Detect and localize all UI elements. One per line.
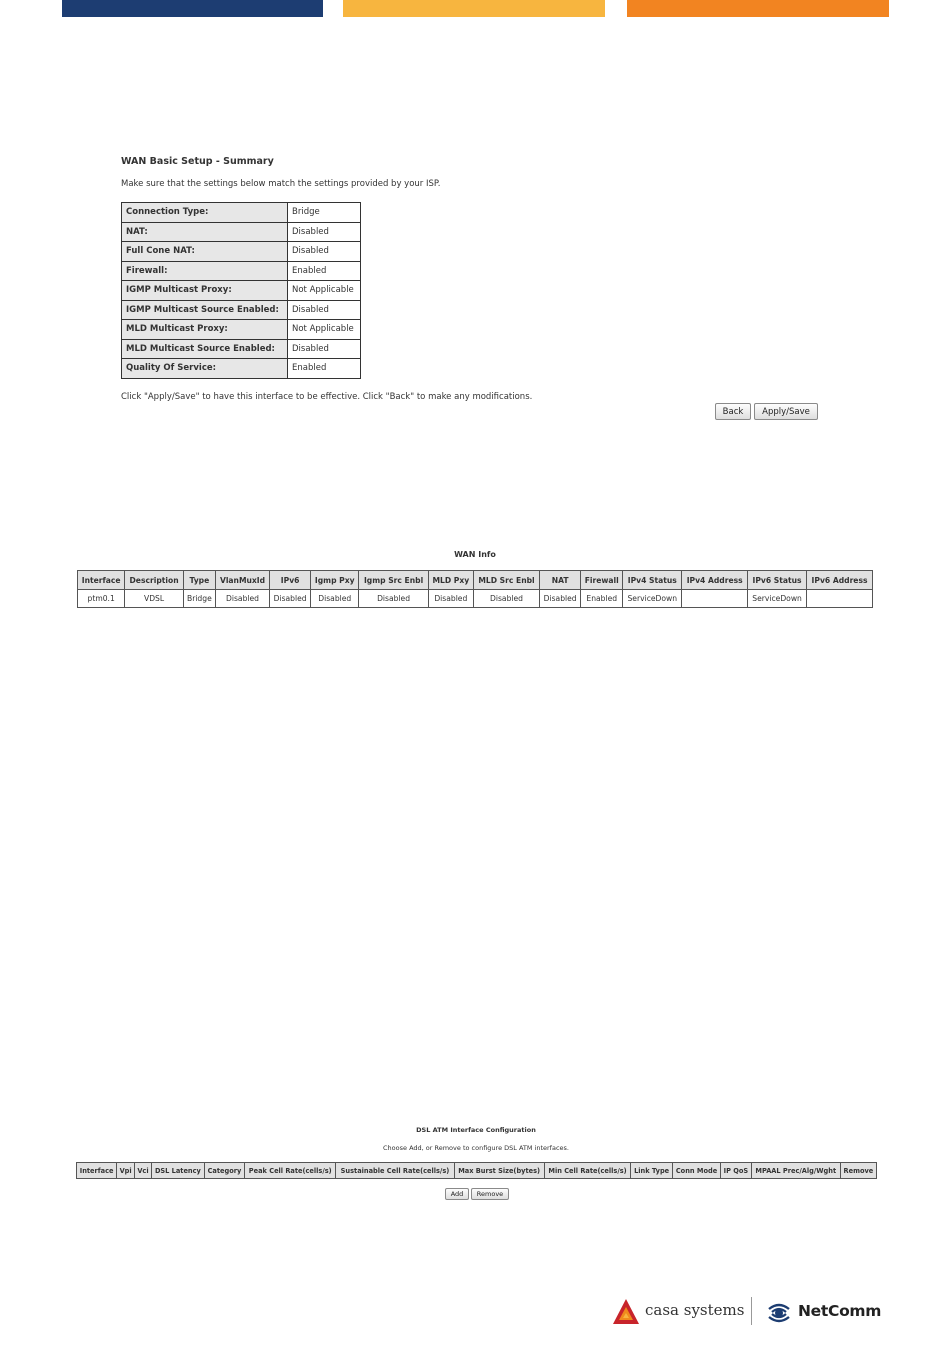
add-button[interactable]: Add — [445, 1188, 469, 1200]
wan-table-cell: Disabled — [215, 590, 269, 608]
wan-column-header: Description — [125, 571, 183, 590]
dsl-column-header: DSL Latency — [151, 1163, 204, 1179]
summary-label: IGMP Multicast Proxy: — [122, 281, 288, 301]
dsl-column-header: Interface — [77, 1163, 117, 1179]
dsl-column-header: Category — [204, 1163, 244, 1179]
summary-row — [122, 339, 361, 359]
wan-column-header: Igmp Src Enbl — [359, 571, 428, 590]
dsl-column-header: Vci — [135, 1163, 152, 1179]
header-band-yellow — [343, 0, 605, 17]
summary-label: NAT: — [122, 222, 288, 242]
summary-value: Enabled — [288, 261, 361, 281]
summary-value: Disabled — [288, 339, 361, 359]
wan-table-row — [78, 590, 873, 608]
remove-button[interactable]: Remove — [471, 1188, 509, 1200]
summary-row — [122, 222, 361, 242]
wan-column-header: NAT — [540, 571, 581, 590]
wan-column-header: Igmp Pxy — [311, 571, 359, 590]
netcomm-logo-icon — [764, 1299, 794, 1327]
summary-row — [122, 242, 361, 262]
wan-table-cell: Disabled — [311, 590, 359, 608]
wan-column-header: IPv4 Status — [623, 571, 682, 590]
logo-divider — [751, 1297, 752, 1325]
wan-table-cell — [682, 590, 748, 608]
wan-table-cell: ptm0.1 — [78, 590, 125, 608]
wan-info-title: WAN Info — [454, 550, 496, 559]
summary-label: Full Cone NAT: — [122, 242, 288, 262]
summary-value: Not Applicable — [288, 320, 361, 340]
wan-column-header: IPv6 Status — [748, 571, 807, 590]
dsl-column-header: Conn Mode — [672, 1163, 720, 1179]
summary-row — [122, 320, 361, 340]
dsl-column-header: MPAAL Prec/Alg/Wght — [751, 1163, 840, 1179]
summary-note: Make sure that the settings below match the settings provided by your ISP. — [121, 179, 441, 189]
wan-column-header: VlanMuxId — [215, 571, 269, 590]
wan-table-cell: Disabled — [540, 590, 581, 608]
dsl-atm-note: Choose Add, or Remove to configure DSL ATM interfaces. — [383, 1144, 569, 1152]
summary-label: MLD Multicast Source Enabled: — [122, 339, 288, 359]
dsl-column-header: Remove — [840, 1163, 876, 1179]
dsl-column-header: Max Burst Size(bytes) — [454, 1163, 544, 1179]
summary-value: Bridge — [288, 203, 361, 223]
dsl-column-header: Vpi — [117, 1163, 135, 1179]
summary-table — [121, 202, 361, 379]
apply-note: Click "Apply/Save" to have this interface to be effective. Click "Back" to make any modifications. — [121, 392, 533, 402]
wan-column-header: IPv6 — [270, 571, 311, 590]
casa-systems-logo-text: casa systems — [645, 1301, 745, 1319]
wan-info-table — [77, 570, 873, 608]
dsl-column-header: Peak Cell Rate(cells/s) — [245, 1163, 336, 1179]
summary-label: Quality Of Service: — [122, 359, 288, 379]
dsl-column-header: Sustainable Cell Rate(cells/s) — [336, 1163, 454, 1179]
wan-column-header: IPv6 Address — [807, 571, 873, 590]
wan-table-cell: Disabled — [473, 590, 539, 608]
dsl-column-header: Min Cell Rate(cells/s) — [544, 1163, 631, 1179]
summary-value: Disabled — [288, 242, 361, 262]
summary-row — [122, 203, 361, 223]
summary-row — [122, 281, 361, 301]
dsl-atm-table — [76, 1162, 877, 1179]
dsl-column-header: Link Type — [631, 1163, 673, 1179]
summary-label: IGMP Multicast Source Enabled: — [122, 300, 288, 320]
apply-save-button[interactable]: Apply/Save — [754, 403, 818, 420]
summary-row — [122, 300, 361, 320]
wan-column-header: IPv4 Address — [682, 571, 748, 590]
wan-table-cell — [807, 590, 873, 608]
wan-table-cell: Enabled — [581, 590, 623, 608]
footer-logos — [612, 1296, 887, 1330]
wan-table-cell: Bridge — [183, 590, 215, 608]
dsl-atm-title: DSL ATM Interface Configuration — [416, 1126, 536, 1134]
summary-label: MLD Multicast Proxy: — [122, 320, 288, 340]
summary-value: Enabled — [288, 359, 361, 379]
back-button[interactable]: Back — [715, 403, 751, 420]
wan-table-cell: VDSL — [125, 590, 183, 608]
wan-table-cell: Disabled — [428, 590, 473, 608]
summary-value: Disabled — [288, 300, 361, 320]
wan-table-cell: Disabled — [359, 590, 428, 608]
wan-column-header: MLD Src Enbl — [473, 571, 539, 590]
summary-row — [122, 359, 361, 379]
netcomm-logo-text: NetComm — [798, 1302, 882, 1320]
dsl-column-header: IP QoS — [721, 1163, 752, 1179]
casa-systems-logo-icon — [612, 1298, 640, 1326]
summary-row — [122, 261, 361, 281]
wan-table-cell: ServiceDown — [623, 590, 682, 608]
wan-table-cell: Disabled — [270, 590, 311, 608]
summary-title: WAN Basic Setup - Summary — [121, 156, 274, 167]
wan-column-header: MLD Pxy — [428, 571, 473, 590]
wan-column-header: Type — [183, 571, 215, 590]
header-band-orange — [627, 0, 889, 17]
wan-column-header: Interface — [78, 571, 125, 590]
wan-table-cell: ServiceDown — [748, 590, 807, 608]
summary-value: Disabled — [288, 222, 361, 242]
summary-value: Not Applicable — [288, 281, 361, 301]
summary-label: Firewall: — [122, 261, 288, 281]
header-band-blue — [62, 0, 323, 17]
summary-label: Connection Type: — [122, 203, 288, 223]
wan-column-header: Firewall — [581, 571, 623, 590]
